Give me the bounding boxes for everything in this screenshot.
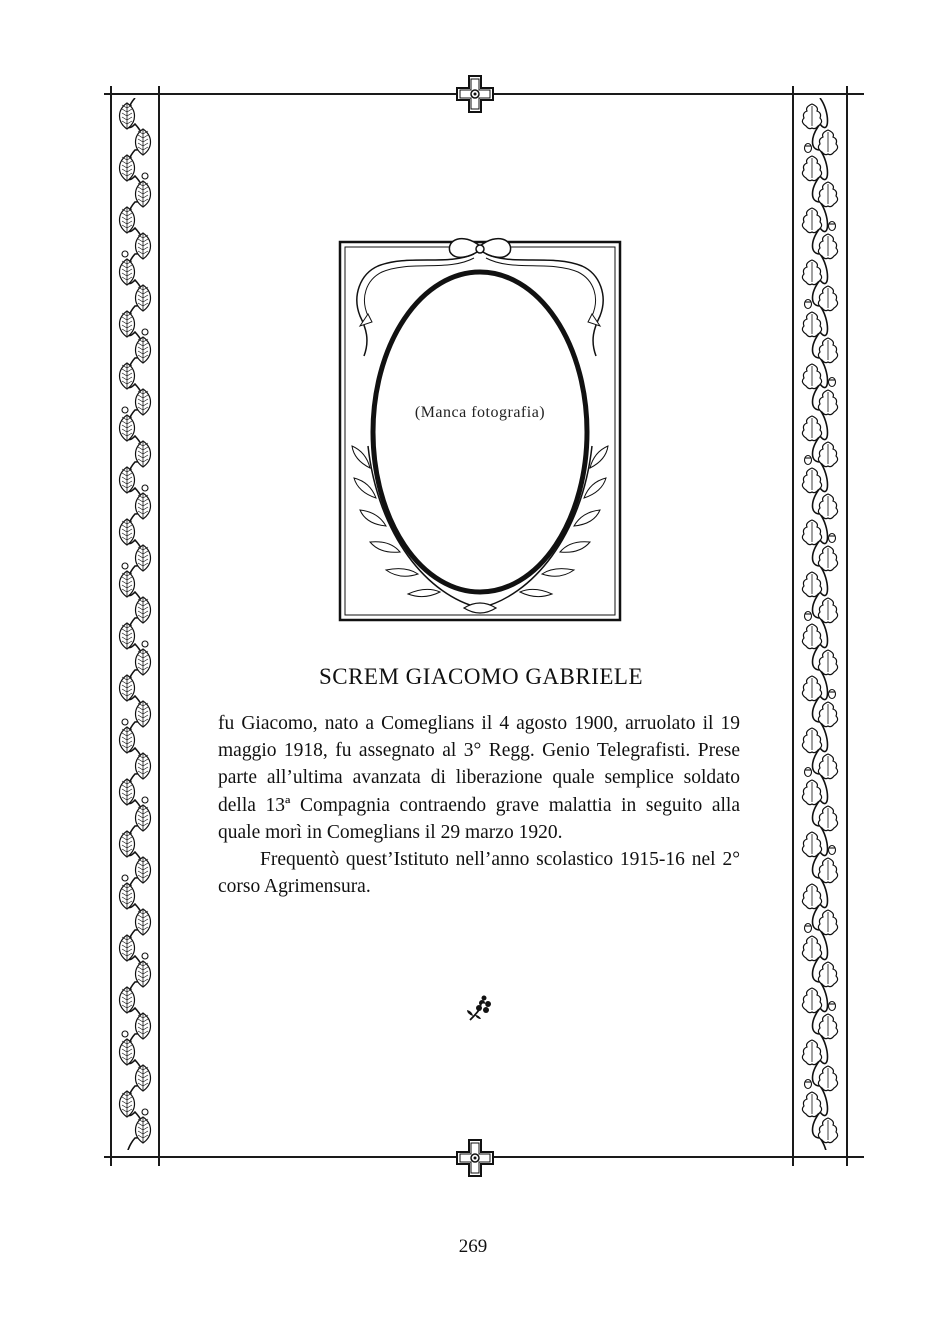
entry-name-heading: SCREM GIACOMO GABRIELE — [318, 664, 644, 689]
page-number: 269 — [458, 1236, 488, 1257]
photo-caption: (Manca fotografia) — [414, 404, 546, 421]
laurel-vine-icon — [115, 98, 155, 1150]
frame-right-outer-rule — [846, 86, 848, 1166]
biography-paragraph: Frequentò quest’Istituto nell’anno scolastico 1915-16 nel 2° corso Agrimensura. — [218, 849, 740, 898]
cross-ornament-icon — [453, 72, 497, 116]
frame-right-inner-rule — [792, 86, 794, 1166]
frame-left-outer-rule — [110, 86, 112, 1166]
flower-icon — [464, 994, 494, 1024]
oak-vine-icon — [800, 98, 840, 1150]
cross-ornament-icon — [453, 1136, 497, 1180]
biography-paragraph: fu Giacomo, nato a Comeglians il 4 agosto 1900, arruolato il 19 maggio 1918, fu assegnato al 3° Regg. Genio Telegrafisti. Prese parte all’ultima avanzata di liberazione quale semplice soldato della 13ª Compagnia contraendo grave malattia in seguito alla quale morì in Comeglians il 29 marzo 1920. — [218, 713, 740, 843]
photo-placeholder-frame — [338, 236, 622, 624]
entry-biography — [218, 710, 740, 900]
frame-left-inner-rule — [158, 86, 160, 1166]
